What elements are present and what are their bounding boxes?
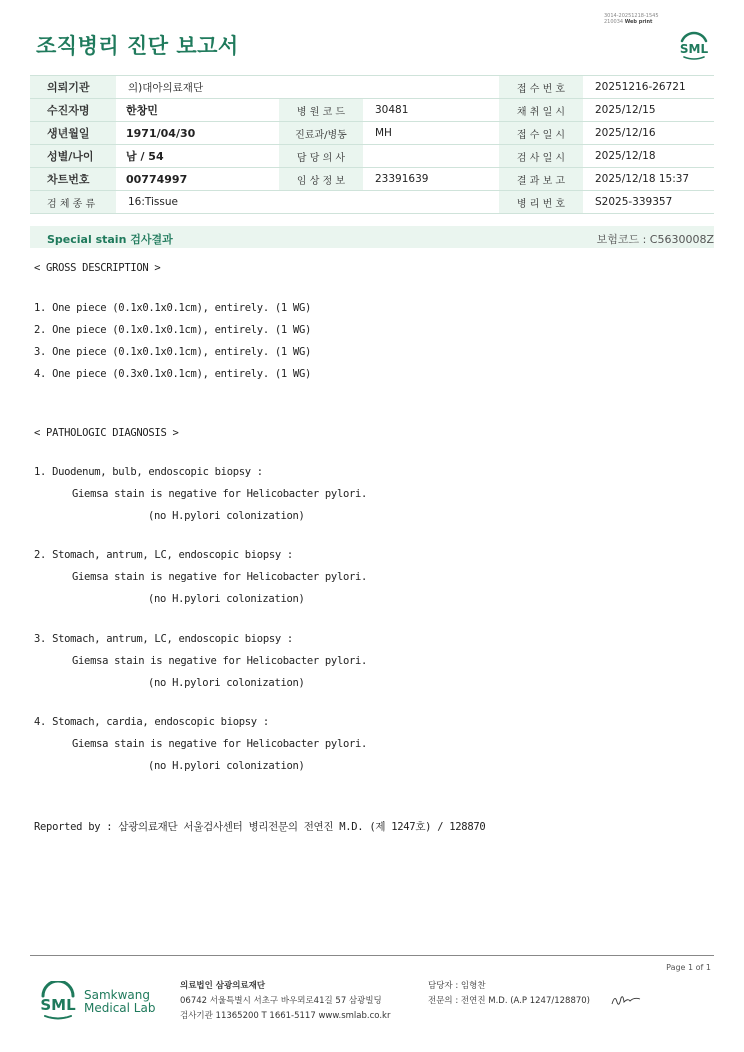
page-number: Page 1 of 1: [666, 963, 711, 972]
footer-address: 06742 서울특별시 서초구 바우뫼로41길 57 삼광빌딩: [180, 996, 382, 1006]
doctor-label: 담 당 의 사: [279, 145, 363, 168]
reported-by: Reported by : 삼광의료재단 서울검사센터 병리전문의 전연진 M.D. (제 1247호) / 128870: [34, 821, 486, 833]
exam-date-value: 2025/12/18: [583, 145, 714, 168]
section-title: Special stain 검사결과: [47, 233, 173, 246]
receipt-date-label: 접 수 일 시: [499, 122, 583, 145]
report-title: 조직병리 진단 보고서: [36, 34, 239, 58]
footer-specialist: 전문의 : 전연진 M.D. (A.P 1247/128870): [428, 996, 590, 1006]
lab-name: Samkwang Medical Lab: [84, 988, 156, 1015]
gross-item: 1. One piece (0.1x0.1x0.1cm), entirely. (1 WG): [34, 302, 311, 314]
info-row: [30, 191, 714, 214]
patient-value: 한창민: [116, 99, 279, 122]
insurance-code: 보험코드 : C5630008Z: [596, 233, 714, 246]
result-report-label: 결 과 보 고: [499, 168, 583, 191]
patient-info-table: [30, 75, 714, 214]
collection-date-value: 2025/12/15: [583, 99, 714, 122]
footer-manager: 담당자 : 임형찬: [428, 981, 486, 991]
diagnosis-finding: Giemsa stain is negative for Helicobacter pylori.: [72, 488, 368, 500]
diagnosis-note: (no H.pylori colonization): [148, 593, 305, 605]
chart-no-label: 차트번호: [30, 168, 116, 191]
exam-date-label: 검 사 일 시: [499, 145, 583, 168]
specimen-label: 검 체 종 류: [30, 191, 116, 214]
diagnosis-site: 1. Duodenum, bulb, endoscopic biopsy :: [34, 466, 263, 478]
gross-heading: < GROSS DESCRIPTION >: [34, 262, 161, 274]
chart-no-value: 00774997: [116, 168, 279, 191]
receipt-no-value: 20251216-26721: [583, 76, 714, 99]
pathology-no-label: 병 리 번 호: [499, 191, 583, 214]
birth-value: 1971/04/30: [116, 122, 279, 145]
collection-date-label: 채 취 일 시: [499, 99, 583, 122]
sml-logo-icon: [36, 981, 80, 1025]
print-meta: 3014-20251218-1545 210034 Web print: [604, 13, 659, 25]
doctor-value: [363, 145, 499, 168]
result-report-value: 2025/12/18 15:37: [583, 168, 714, 191]
diagnosis-site: 3. Stomach, antrum, LC, endoscopic biopsy :: [34, 633, 293, 645]
sml-logo-icon: [676, 28, 712, 64]
info-row: [30, 168, 714, 191]
diagnosis-finding: Giemsa stain is negative for Helicobacter pylori.: [72, 738, 368, 750]
hospital-code-label: 병 원 코 드: [279, 99, 363, 122]
gross-item: 4. One piece (0.3x0.1x0.1cm), entirely. (1 WG): [34, 368, 311, 380]
receipt-no-label: 접 수 번 호: [499, 76, 583, 99]
diagnosis-finding: Giemsa stain is negative for Helicobacter pylori.: [72, 571, 368, 583]
footer-org: 의료법인 삼광의료재단: [180, 981, 266, 991]
svg-text:SML: SML: [40, 996, 76, 1014]
dept-label: 진료과/병동: [279, 122, 363, 145]
pathology-no-value: S2025-339357: [583, 191, 714, 214]
patient-label: 수진자명: [30, 99, 116, 122]
requesting-institution-value: 의)대아의료재단: [116, 76, 499, 99]
receipt-date-value: 2025/12/16: [583, 122, 714, 145]
gross-item: 2. One piece (0.1x0.1x0.1cm), entirely. (1 WG): [34, 324, 311, 336]
signature-icon: [610, 990, 642, 1010]
gross-item: 3. One piece (0.1x0.1x0.1cm), entirely. (1 WG): [34, 346, 311, 358]
sex-age-label: 성별/나이: [30, 145, 116, 168]
specimen-value: 16:Tissue: [116, 191, 499, 214]
diagnosis-note: (no H.pylori colonization): [148, 510, 305, 522]
footer-contact: 검사기관 11365200 T 1661-5117 www.smlab.co.kr: [180, 1011, 391, 1021]
info-row: [30, 122, 714, 145]
hospital-code-value: 30481: [363, 99, 499, 122]
info-row: [30, 145, 714, 168]
diagnosis-note: (no H.pylori colonization): [148, 760, 305, 772]
info-row: [30, 76, 714, 99]
requesting-institution-label: 의뢰기관: [30, 76, 116, 99]
footer-divider: [30, 955, 714, 956]
info-row: [30, 99, 714, 122]
clinical-info-value: 23391639: [363, 168, 499, 191]
svg-text:SML: SML: [679, 42, 709, 56]
diagnosis-finding: Giemsa stain is negative for Helicobacter pylori.: [72, 655, 368, 667]
diagnosis-site: 4. Stomach, cardia, endoscopic biopsy :: [34, 716, 269, 728]
sex-age-value: 남 / 54: [116, 145, 279, 168]
birth-label: 생년월일: [30, 122, 116, 145]
clinical-info-label: 임 상 정 보: [279, 168, 363, 191]
diagnosis-heading: < PATHOLOGIC DIAGNOSIS >: [34, 427, 179, 439]
dept-value: MH: [363, 122, 499, 145]
diagnosis-site: 2. Stomach, antrum, LC, endoscopic biopsy :: [34, 549, 293, 561]
diagnosis-note: (no H.pylori colonization): [148, 677, 305, 689]
